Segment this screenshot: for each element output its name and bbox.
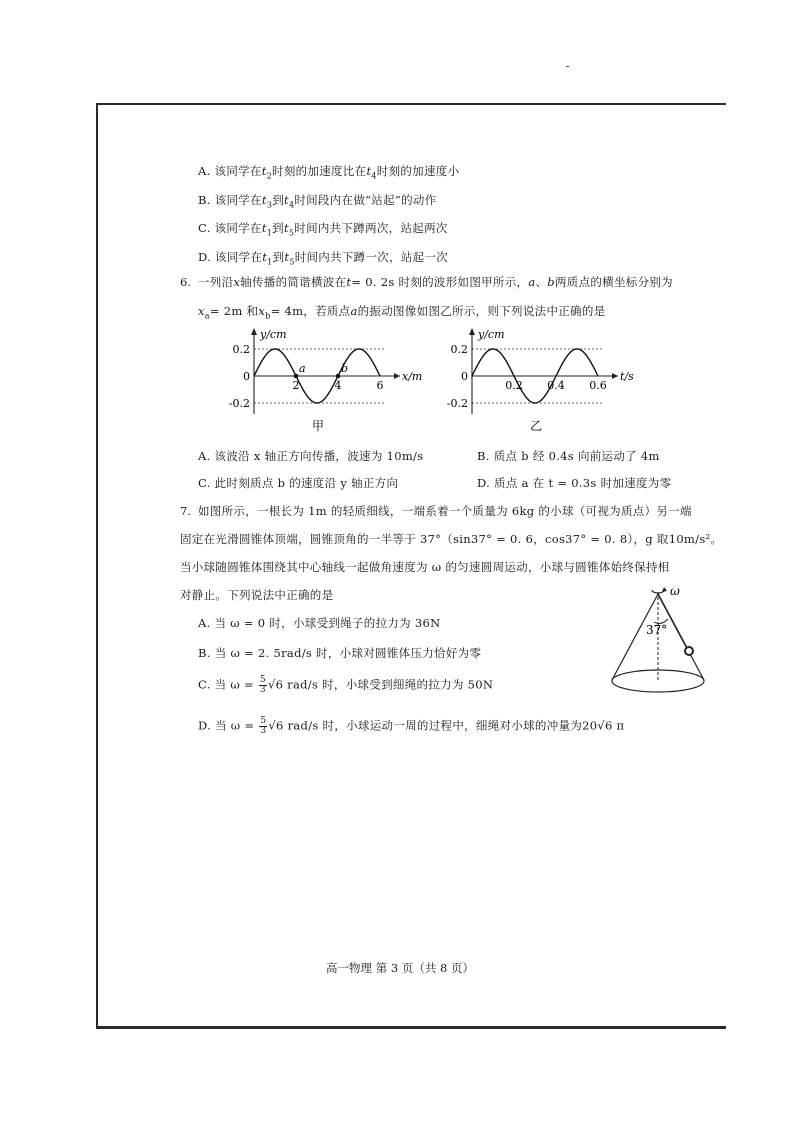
q7-option-b[interactable]: B. 当 ω = 2. 5rad/s 时，小球对圆锥体压力恰好为零: [198, 646, 482, 660]
q5-text-part: 1: [266, 228, 273, 238]
jia-x-tick-label: 2: [292, 379, 300, 392]
jia-caption: 甲: [311, 419, 325, 433]
q5-text-part: 4: [371, 171, 377, 181]
jia-x-tick-label: 4: [334, 379, 342, 392]
q5-text-part: t: [262, 250, 268, 264]
yi-y-arrow-icon: [469, 328, 475, 335]
ball: [685, 647, 693, 655]
figure-yi-vibration-graph: [438, 322, 658, 442]
q5-text-part: B.: [198, 193, 211, 207]
scan-speck: [566, 66, 569, 67]
q5-option-a[interactable]: [198, 163, 459, 184]
q5-text-part: 时间内共下蹲两次，站起两次: [294, 221, 448, 235]
q5-text-part: 5: [289, 257, 295, 267]
question-7-stem-line4: 对静止。下列说法中正确的是: [180, 588, 334, 602]
question-7-number: 7.: [180, 504, 191, 518]
q5-text-part: 到: [272, 193, 285, 207]
q5-text-part: 1: [267, 257, 273, 267]
q5-text-part: A.: [198, 164, 211, 178]
q5-text-part: C.: [198, 221, 211, 235]
jia-x-axis-label: x/m: [402, 370, 423, 383]
jia-y-tick-label: -0.2: [228, 397, 250, 410]
q5-text-part: 该同学在: [214, 164, 262, 178]
q5-text-part: 时间内共下蹲一次，站起一次: [294, 250, 449, 264]
q5-text-part: t: [366, 164, 372, 178]
q5-text-part: 2: [266, 171, 273, 181]
cone-figure: [604, 584, 724, 700]
question-6-stem-line2: $x_a= 2m$ 和$x_b= 4m$，若质点a的振动图像如图乙所示，则下列说法中正确的是: [198, 304, 606, 321]
jia-x-tick-label: 6: [376, 379, 384, 392]
q5-text-part: 3: [266, 200, 273, 210]
question-6-stem-line1: 一列沿x轴传播的简谐横波在t= 0. 2s 时刻的波形如图甲所示，a、b两质点的横坐标分别为: [198, 275, 673, 289]
jia-x-arrow-icon: [394, 373, 400, 379]
page-top-border: [96, 103, 726, 105]
question-7-stem-line1: 如图所示，一根长为 1m 的轻质细线，一端系着一个质量为 6kg 的小球（可视为质点）另一端: [198, 504, 692, 518]
q7-option-d[interactable]: D. 当 ω = $\frac{5}{3}$ √6 rad/s 时，小球运动一周的过程中，细绳对小球的冲量为20√6 π: [198, 716, 625, 736]
fraction-5-over-3: $\frac{5}{3}$: [260, 716, 267, 736]
q5-text-part: t: [261, 221, 267, 235]
q6-option-c[interactable]: C. 此时刻质点 b 的速度沿 y 轴正方向: [198, 476, 399, 490]
q6-option-b[interactable]: B. 质点 b 经 0.4s 向前运动了 4m: [477, 449, 660, 463]
page-bottom-border: [96, 1026, 726, 1029]
yi-caption: 乙: [529, 419, 543, 433]
omega-label: ω: [670, 584, 680, 598]
q5-text-part: t: [284, 250, 290, 264]
yi-y-tick-label: -0.2: [446, 397, 468, 410]
jia-point-a: [294, 374, 299, 379]
yi-y-tick-label: 0.2: [450, 343, 468, 356]
yi-y-axis-label: y/cm: [478, 328, 505, 341]
q5-option-c[interactable]: [198, 220, 448, 241]
q5-option-d[interactable]: [198, 249, 448, 270]
question-7-stem-line2: 固定在光滑圆锥体顶端，圆锥顶角的一半等于 37°（sin37° = 0. 6，cos37° = 0. 8），g 取10m/s²。: [180, 532, 723, 546]
fraction-5-over-3: $\frac{5}{3}$: [259, 675, 266, 695]
q5-text-part: t: [261, 164, 267, 178]
yi-x-tick-label: 0.4: [547, 379, 565, 392]
q5-text-part: t: [283, 221, 289, 235]
page-footer: 高一物理 第 3 页（共 8 页）: [326, 961, 474, 975]
yi-x-axis-label: t/s: [620, 370, 634, 383]
question-6-number: 6.: [180, 275, 191, 289]
q5-text-part: 到: [272, 250, 285, 264]
jia-point-b: [336, 374, 341, 379]
q5-text-part: 到: [272, 221, 284, 235]
yi-x-tick-label: 0.6: [589, 379, 607, 392]
jia-y-arrow-icon: [251, 328, 257, 335]
q5-text-part: 时间段内在做“站起”的动作: [294, 193, 437, 207]
q7-option-a[interactable]: A. 当 ω = 0 时，小球受到绳子的拉力为 36N: [198, 616, 441, 630]
q5-text-part: 时刻的加速度比在: [272, 164, 367, 178]
q7-option-c[interactable]: C. 当 ω = $\frac{5}{3}$ √6 rad/s 时，小球受到细绳的拉力为 50N: [198, 675, 494, 695]
angle-label: 37°: [646, 623, 668, 637]
q6-option-a[interactable]: A. 该波沿 x 轴正方向传播，波速为 10m/s: [198, 449, 424, 463]
yi-x-arrow-icon: [612, 373, 618, 379]
rotation-arrowhead-icon: [662, 587, 667, 592]
q5-option-b[interactable]: [198, 192, 437, 213]
q5-text-part: 该同学在: [215, 250, 263, 264]
q5-text-part: 4: [288, 200, 295, 210]
yi-x-tick-label: 0.2: [505, 379, 523, 392]
jia-y-axis-label: y/cm: [260, 328, 287, 341]
q5-text-part: t: [284, 193, 289, 207]
q5-text-part: D.: [198, 250, 212, 264]
q5-text-part: 5: [288, 228, 295, 238]
q5-text-part: 时刻的加速度小: [376, 164, 460, 178]
jia-point-label-b: b: [341, 362, 349, 375]
cone-left-edge: [612, 594, 658, 680]
question-7-stem-line3: 当小球随圆锥体围绕其中心轴线一起做角速度为 ω 的匀速圆周运动，小球与圆锥体始终保持相: [180, 560, 670, 574]
string-line: [658, 594, 688, 650]
yi-y-tick-label: 0: [461, 370, 468, 383]
q5-text-part: 该同学在: [214, 221, 262, 235]
jia-y-tick-label: 0: [243, 370, 250, 383]
jia-point-label-a: a: [299, 362, 306, 375]
page-left-border: [96, 103, 98, 1028]
q5-text-part: t: [261, 193, 267, 207]
figure-jia-wave-graph: [220, 322, 440, 442]
q5-text-part: 该同学在: [214, 193, 262, 207]
jia-y-tick-label: 0.2: [232, 343, 250, 356]
q6-option-d[interactable]: D. 质点 a 在 t = 0.3s 时加速度为零: [477, 476, 672, 490]
